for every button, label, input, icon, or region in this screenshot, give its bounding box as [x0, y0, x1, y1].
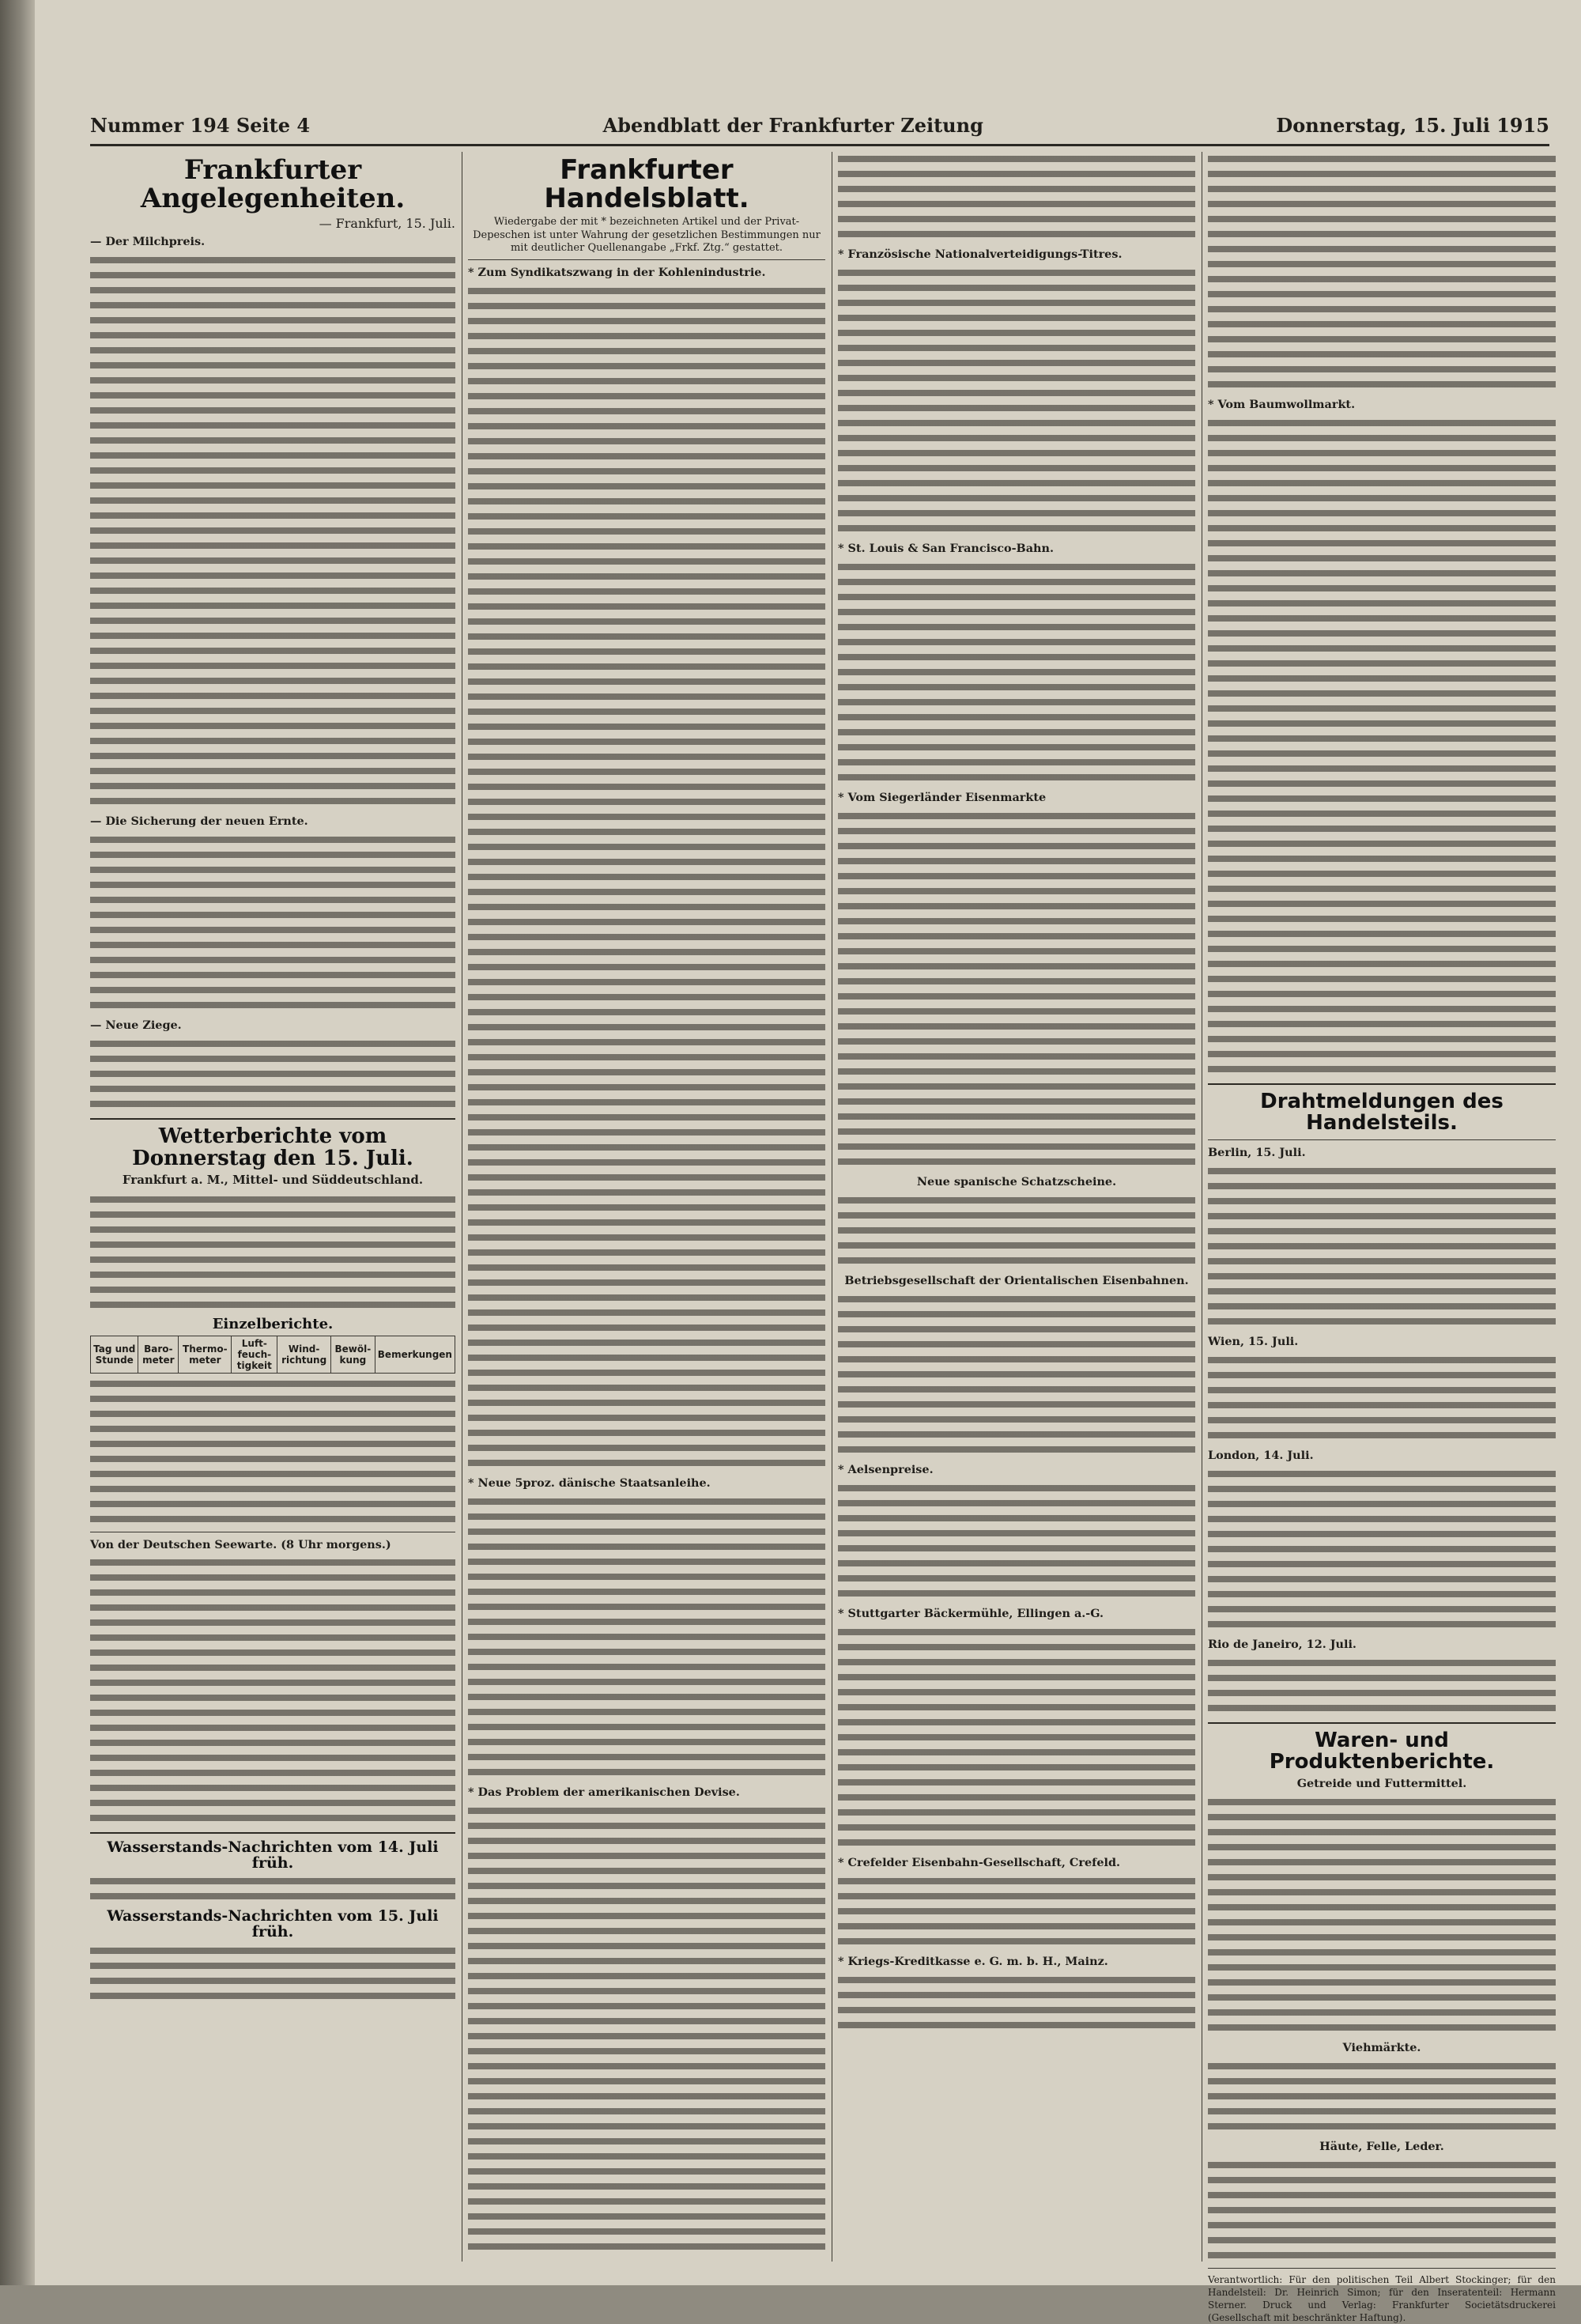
table-header: Bemerkungen [375, 1336, 455, 1373]
paper-name: Abendblatt der Frankfurter Zeitung [602, 113, 983, 137]
book-spine [0, 0, 35, 2285]
article-body [1208, 416, 1556, 1077]
weather-einzel-title: Einzelberichte. [212, 1315, 334, 1332]
table-header: Tag und Stunde [91, 1336, 138, 1373]
article-lead [838, 790, 1195, 806]
water-level-table [90, 1944, 455, 2004]
article-lead [838, 1606, 1195, 1622]
article-heading: * Das Problem der amerikanischen Devise. [468, 1786, 740, 1800]
telegram-body [1208, 1467, 1556, 1632]
article-body [838, 1292, 1195, 1457]
article-body [90, 1037, 455, 1112]
table-header: Wind-richtung [277, 1336, 331, 1373]
divider [1208, 2268, 1556, 2269]
telegram-heading: Berlin, 15. Juli. [1208, 1145, 1306, 1159]
article-lead [90, 234, 455, 250]
telegram-lead [1208, 1448, 1556, 1464]
article-heading: * Zum Syndikatszwang in der Kohlenindustrie. [468, 266, 766, 280]
article-body [838, 1193, 1195, 1268]
article-lead [838, 1273, 1195, 1289]
article-heading: * Vom Baumwollmarkt. [1208, 398, 1356, 411]
column-3 [838, 152, 1195, 2262]
article-lead [90, 814, 455, 829]
article-lead [1208, 397, 1556, 413]
issue-date: Donnerstag, 15. Juli 1915 [1276, 113, 1549, 137]
article-lead [468, 265, 825, 281]
article-lead [838, 1855, 1195, 1871]
weather-subtitle: Frankfurt a. M., Mittel- und Süddeutschland. [122, 1172, 424, 1187]
article-lead [838, 1954, 1195, 1970]
telegram-body [1208, 1656, 1556, 1716]
article-body [838, 1874, 1195, 1949]
article-heading: * St. Louis & San Francisco-Bahn. [838, 542, 1054, 555]
article-body [90, 253, 455, 809]
weather-title: Wetterberichte vom Donnerstag den 15. Juli. [132, 1124, 413, 1170]
table-header: Baro-meter [138, 1336, 179, 1373]
telegram-heading: London, 14. Juli. [1208, 1448, 1314, 1462]
article-lead [838, 247, 1195, 263]
commodity-title: Waren- und Produktenberichte. [1269, 1728, 1495, 1774]
commodity-sub [1208, 2139, 1556, 2155]
section-title: Frankfurter Handelsblatt. [544, 154, 749, 214]
weather-readings [90, 1377, 455, 1527]
article-body [838, 1625, 1195, 1850]
article-lead [838, 1462, 1195, 1478]
article-heading: Neue spanische Schatzscheine. [916, 1175, 1117, 1188]
article-heading: — Neue Ziege. [90, 1018, 182, 1033]
reprint-notice: Wiedergabe der mit * bezeichneten Artikel und der Privat-Depeschen ist unter Wahrung der gesetzlichen Bestimmungen nur mit deutlicher Quellenangabe „Frkf. Ztg.“ gestattet. [473, 216, 821, 254]
telegram-lead [1208, 1334, 1556, 1350]
weather-text [90, 1192, 455, 1313]
telegram-lead [1208, 1145, 1556, 1161]
article-body [838, 809, 1195, 1170]
article-lead [468, 1476, 825, 1491]
table-header: Bewöl-kung [330, 1336, 375, 1373]
divider [1208, 1722, 1556, 1724]
article-heading: * Crefelder Eisenbahn-Gesellschaft, Crefeld. [838, 1856, 1121, 1869]
masthead [90, 109, 1549, 141]
article-heading: * Kriegs-Kreditkasse e. G. m. b. H., Mainz. [838, 1955, 1108, 1968]
article-body [1208, 152, 1556, 392]
column-4 [1208, 152, 1556, 2324]
article-heading: — Die Sicherung der neuen Ernte. [90, 814, 308, 829]
column-2 [468, 152, 825, 2262]
dateline: — Frankfurt, 15. Juli. [319, 216, 455, 232]
divider [90, 1118, 455, 1120]
section-title: Frankfurter Angelegenheiten. [140, 154, 406, 214]
water-level-heading: Wasserstands-Nachrichten vom 14. Juli früh. [107, 1838, 439, 1872]
commodity-subheading: Viehmärkte. [1342, 2041, 1421, 2055]
commodity-subheading: Getreide und Futtermittel. [1296, 1777, 1467, 1791]
divider [468, 259, 825, 260]
telegram-body [1208, 1164, 1556, 1329]
article-heading: — Der Milchpreis. [90, 235, 206, 249]
article-body [838, 1481, 1195, 1601]
commodity-body [1208, 2059, 1556, 2134]
commodity-sub [1208, 2040, 1556, 2056]
article-body [838, 152, 1195, 242]
imprint: Verantwortlich: Für den politischen Teil Albert Stockinger; für den Handelsteil: Dr. Heinrich Simon; für den Inseratenteil: Hermann Sterner. Druck und Verlag: Frankfurter Societätsdruckerei (Gesellschaft mit beschränkter Haftung). [1208, 2274, 1556, 2324]
commodity-subheading: Häute, Felle, Leder. [1319, 2140, 1444, 2154]
table-header: Thermo-meter [179, 1336, 232, 1373]
newspaper-page [35, 0, 1581, 2324]
water-level-heading: Wasserstands-Nachrichten vom 15. Juli früh. [107, 1907, 439, 1941]
article-lead [90, 1018, 455, 1034]
telegram-body [1208, 1353, 1556, 1443]
commodity-body [1208, 1795, 1556, 2035]
article-lead [838, 1174, 1195, 1190]
divider [1208, 1083, 1556, 1085]
masthead-rule [90, 144, 1549, 146]
water-level-table [90, 1874, 455, 1904]
issue-number: Nummer 194 Seite 4 [90, 113, 311, 137]
article-body [838, 266, 1195, 536]
article-heading: * Neue 5proz. dänische Staatsanleihe. [468, 1476, 711, 1491]
divider [1208, 1139, 1556, 1140]
telegram-title: Drahtmeldungen des Handelsteils. [1260, 1090, 1504, 1136]
article-body [468, 1804, 825, 2254]
article-heading: Betriebsgesellschaft der Orientalischen Eisenbahnen. [844, 1274, 1189, 1287]
article-lead [838, 541, 1195, 557]
article-body [468, 1495, 825, 1780]
divider [90, 1832, 455, 1834]
seewarte-heading: Von der Deutschen Seewarte. (8 Uhr morgens.) [90, 1537, 391, 1551]
seewarte-table [90, 1555, 455, 1826]
article-heading: * Stuttgarter Bäckermühle, Ellingen a.-G. [838, 1607, 1104, 1620]
commodity-sub [1208, 1776, 1556, 1792]
telegram-lead [1208, 1637, 1556, 1653]
article-body [838, 560, 1195, 785]
telegram-heading: Rio de Janeiro, 12. Juli. [1208, 1637, 1356, 1651]
column-1 [90, 152, 455, 2262]
article-body [90, 833, 455, 1013]
telegram-heading: Wien, 15. Juli. [1208, 1334, 1299, 1348]
article-lead [468, 1785, 825, 1801]
article-heading: * Französische Nationalverteidigungs-Titres. [838, 248, 1123, 261]
commodity-body [1208, 2158, 1556, 2263]
weather-table [90, 1336, 455, 1374]
article-heading: * Vom Siegerländer Eisenmarkte [838, 791, 1047, 804]
article-heading: * Aelsenpreise. [838, 1463, 934, 1476]
article-body [468, 284, 825, 1471]
table-header: Luft-feuch-tigkeit [232, 1336, 277, 1373]
article-body [838, 1973, 1195, 2033]
